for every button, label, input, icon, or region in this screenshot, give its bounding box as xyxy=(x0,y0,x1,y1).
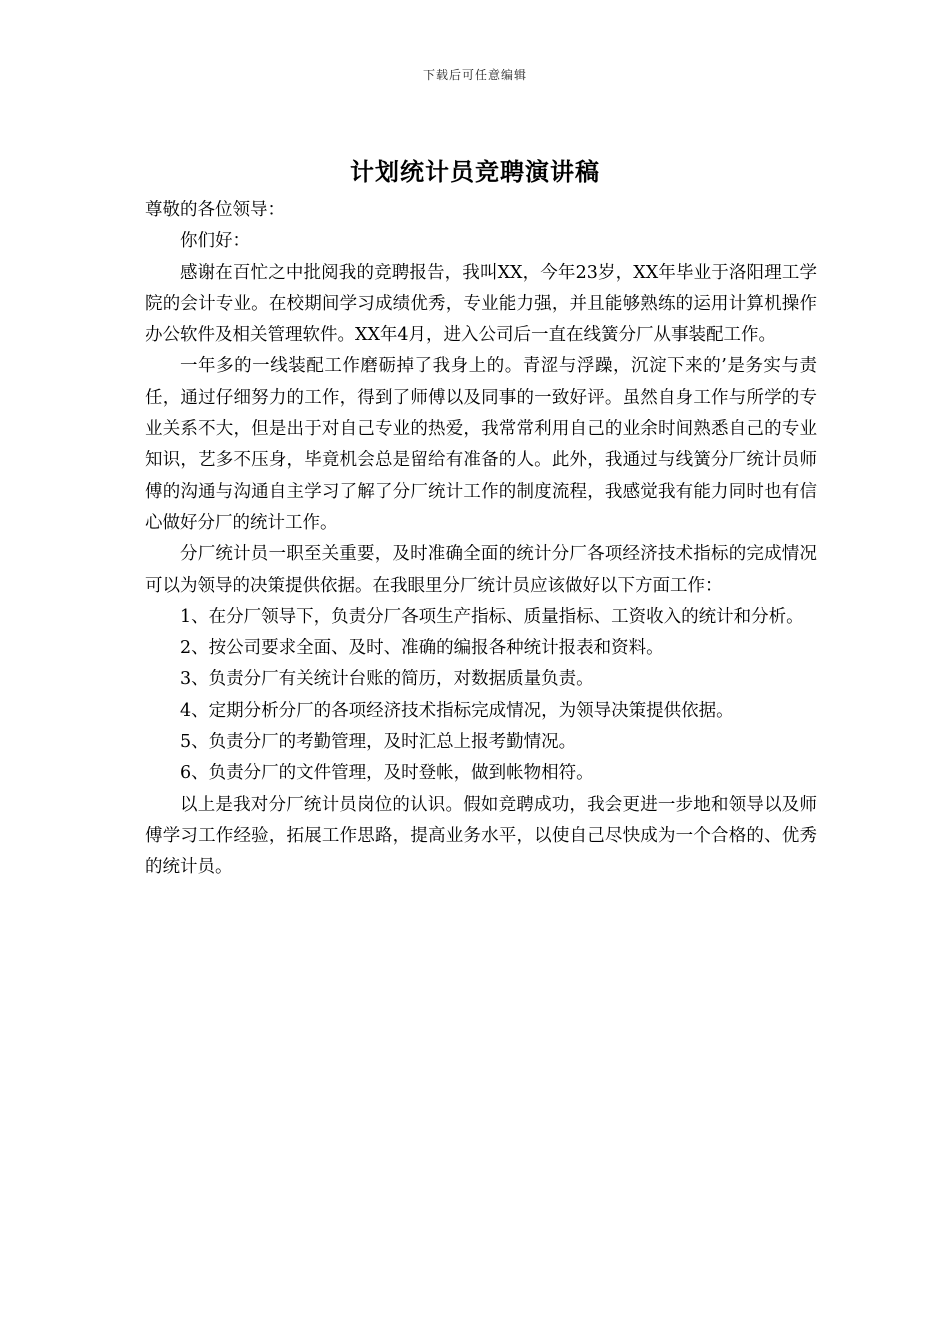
paragraph-intro: 感谢在百忙之中批阅我的竞聘报告，我叫XX，今年23岁，XX年毕业于洛阳理工学院的会计专业。在校期间学习成绩优秀，专业能力强，并且能够熟练的运用计算机操作办公软件及相关管理软件。XX年4月，进入公司后一直在线簧分厂从事装配工作。 xyxy=(145,262,817,346)
duty-item: 3、负责分厂有关统计台账的简历，对数据质量负责。 xyxy=(180,669,594,690)
document-title: 计划统计员竞聘演讲稿 xyxy=(350,157,600,186)
greeting: 你们好： xyxy=(180,231,250,252)
closing-paragraph: 以上是我对分厂统计员岗位的认识。假如竞聘成功，我会更进一步地和领导以及师傅学习工作经验，拓展工作思路，提高业务水平，以使自己尽快成为一个合格的、优秀的统计员。 xyxy=(145,794,817,878)
duty-item: 6、负责分厂的文件管理，及时登帐，做到帐物相符。 xyxy=(180,763,594,784)
paragraph-experience: 一年多的一线装配工作磨砺掉了我身上的。青涩与浮躁，沉淀下来的’是务实与责任，通过仔细努力的工作，得到了师傅以及同事的一致好评。虽然自身工作与所学的专业关系不大，但是出于对自己专业的热爱，我常常利用自己的业余时间熟悉自己的专业知识，艺多不压身，毕竟机会总是留给有准备的人。此外，我通过与线簧分厂统计员师傅的沟通与沟通自主学习了解了分厂统计工作的制度流程，我感觉我有能力同时也有信心做好分厂的统计工作。 xyxy=(145,356,817,533)
duty-item: 4、定期分析分厂的各项经济技术指标完成情况，为领导决策提供依据。 xyxy=(180,700,734,721)
header-note: 下载后可任意编辑 xyxy=(422,68,527,82)
duty-item: 1、在分厂领导下，负责分厂各项生产指标、质量指标、工资收入的统计和分析。 xyxy=(180,606,804,627)
salutation: 尊敬的各位领导： xyxy=(145,200,285,220)
duty-item: 5、负责分厂的考勤管理，及时汇总上报考勤情况。 xyxy=(180,732,577,753)
document-body xyxy=(145,195,817,884)
paragraph-role: 分厂统计员一职至关重要，及时准确全面的统计分厂各项经济技术指标的完成情况可以为领导的决策提供依据。在我眼里分厂统计员应该做好以下方面工作： xyxy=(145,544,817,596)
duty-item: 2、按公司要求全面、及时、准确的编报各种统计报表和资料。 xyxy=(180,638,664,659)
